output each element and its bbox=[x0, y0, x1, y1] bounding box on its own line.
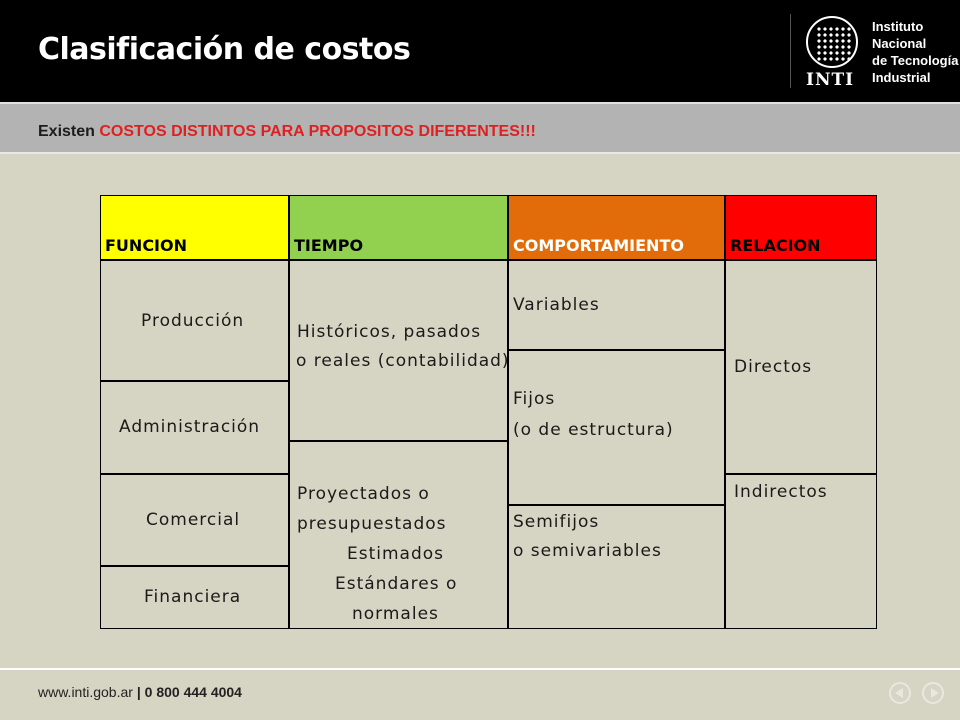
header-comportamiento: COMPORTAMIENTO bbox=[508, 195, 725, 260]
page-title: Clasificación de costos bbox=[38, 32, 411, 67]
tiempo-proyectados: Proyectados o presupuestados Estimados Estándares o normales bbox=[289, 441, 508, 629]
relacion-directos: Directos bbox=[725, 260, 877, 474]
cost-classification-table bbox=[100, 195, 877, 629]
subheading-bar bbox=[0, 102, 960, 154]
logo-institution-name bbox=[872, 18, 958, 86]
logo-line: Industrial bbox=[872, 70, 931, 85]
footer-separator: | bbox=[132, 684, 145, 700]
next-arrow-icon[interactable] bbox=[922, 682, 944, 704]
logo-acronym: INTI bbox=[806, 70, 855, 90]
footer-url[interactable]: www.inti.gob.ar bbox=[38, 684, 133, 700]
subheading bbox=[38, 123, 536, 141]
relacion-indirectos: Indirectos bbox=[725, 474, 877, 629]
funcion-administracion: Administración bbox=[100, 381, 289, 474]
logo-line: de Tecnología bbox=[872, 53, 959, 68]
subheading-prefix: Existen bbox=[38, 123, 100, 140]
logo-line: Instituto bbox=[872, 19, 924, 34]
header-relacion: RELACION bbox=[725, 195, 877, 260]
header-bar bbox=[0, 0, 960, 102]
tiempo-historicos-line2: o reales (contabilidad) bbox=[296, 351, 510, 371]
comportamiento-semifijos: Semifijos o semivariables bbox=[508, 505, 725, 629]
tiempo-historicos: Históricos, pasados bbox=[289, 260, 508, 441]
inti-logo bbox=[806, 16, 862, 90]
logo-divider bbox=[790, 14, 791, 88]
footer-phone: 0 800 444 4004 bbox=[144, 684, 242, 700]
funcion-comercial: Comercial bbox=[100, 474, 289, 566]
funcion-produccion: Producción bbox=[100, 260, 289, 381]
previous-arrow-icon[interactable] bbox=[889, 682, 911, 704]
footer-bar bbox=[0, 670, 960, 720]
funcion-financiera: Financiera bbox=[100, 566, 289, 629]
footer-contact bbox=[38, 684, 242, 700]
header-funcion: FUNCION bbox=[100, 195, 289, 260]
subheading-highlight: COSTOS DISTINTOS PARA PROPOSITOS DIFERENTES!!! bbox=[99, 123, 536, 140]
logo-emblem-icon bbox=[806, 16, 858, 68]
header-tiempo: TIEMPO bbox=[289, 195, 508, 260]
logo-line: Nacional bbox=[872, 36, 927, 51]
comportamiento-variables: Variables bbox=[508, 260, 725, 350]
comportamiento-fijos: Fijos (o de estructura) bbox=[508, 350, 725, 505]
